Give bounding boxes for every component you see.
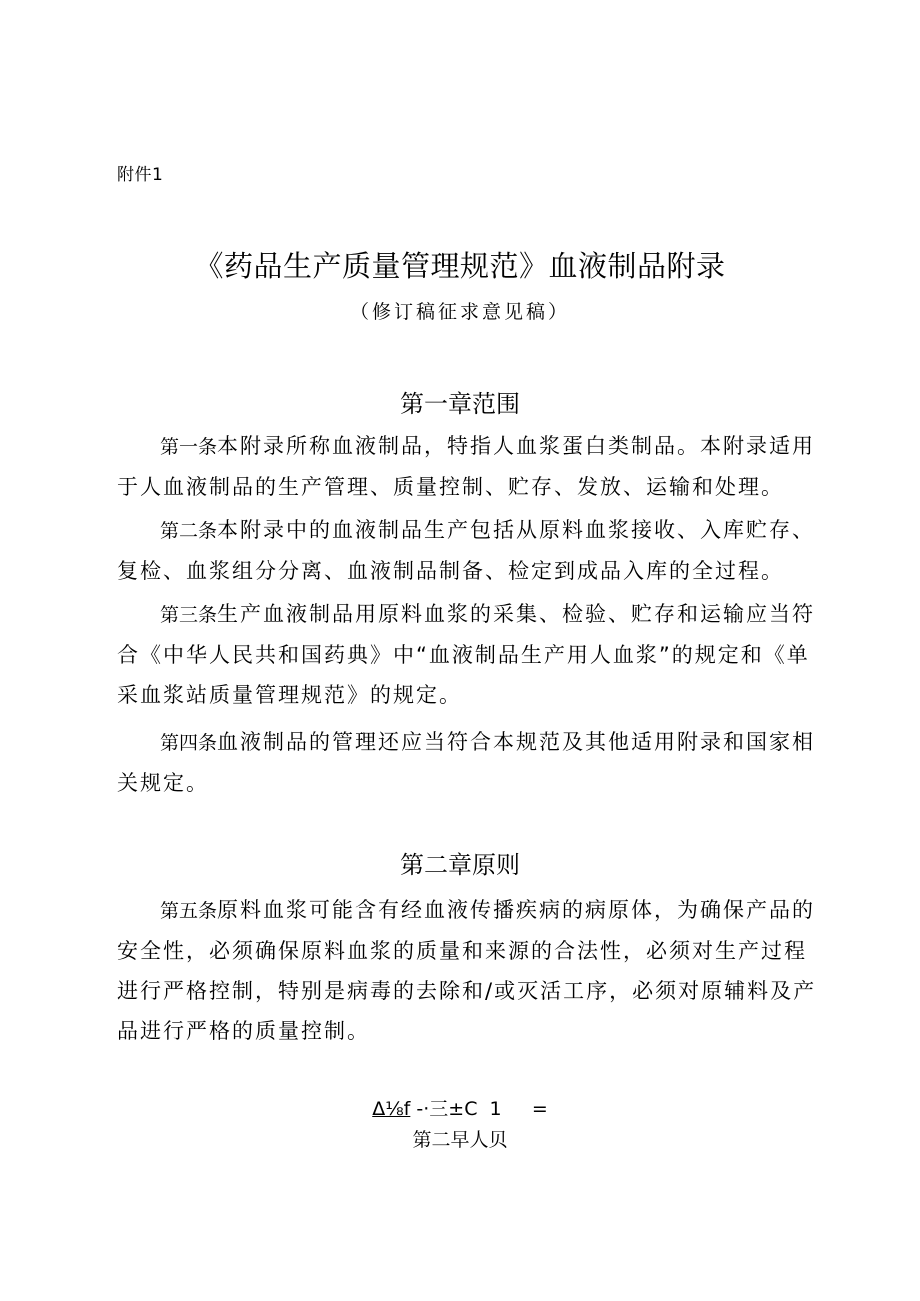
article-text: 原料血浆可能含有经血液传播疾病的病原体，为确保产品的安全性，必须确保原料血浆的质量和来源的合法性，必须对生产过程进行严格控制，特别是病毒的去除和/或灭活工序，必须对原辅料及产品进行严格的质量控制。 bbox=[117, 898, 817, 1043]
article-2 bbox=[117, 510, 823, 591]
article-4 bbox=[117, 722, 823, 803]
article-number: 第一条 bbox=[160, 436, 218, 458]
document-title: 《药品生产质量管理规范》血液制品附录 bbox=[194, 249, 726, 283]
document-subtitle: （修订稿征求意见稿） bbox=[349, 301, 570, 323]
article-number: 第三条 bbox=[160, 604, 218, 626]
article-text: 血液制品的管理还应当符合本规范及其他适用附录和国家相关规定。 bbox=[117, 730, 816, 795]
attachment-label: 附件1 bbox=[117, 165, 164, 185]
article-1 bbox=[117, 426, 823, 507]
garbled-footer-underlined: Δ⅛f bbox=[372, 1098, 411, 1120]
garbled-footer-rest: -·三±C 1 = bbox=[410, 1098, 548, 1120]
article-text: 本附录中的血液制品生产包括从原料血浆接收、入库贮存、复检、血浆组分分离、血液制品制备、检定到成品入库的全过程。 bbox=[117, 518, 816, 583]
article-text: 生产血液制品用原料血浆的采集、检验、贮存和运输应当符合《中华人民共和国药典》中“血液制品生产用人血浆”的规定和《单采血浆站质量管理规范》的规定。 bbox=[117, 602, 816, 707]
article-number: 第二条 bbox=[160, 520, 218, 542]
article-5 bbox=[117, 890, 823, 1051]
garbled-footer-line-2: 第二早人贝 bbox=[412, 1129, 508, 1151]
article-text: 本附录所称血液制品，特指人血浆蛋白类制品。本附录适用于人血液制品的生产管理、质量控制、贮存、发放、运输和处理。 bbox=[117, 434, 816, 499]
chapter-1-heading: 第一章范围 bbox=[400, 390, 520, 418]
chapter-2-heading: 第二章原则 bbox=[400, 851, 520, 879]
article-3 bbox=[117, 594, 823, 715]
article-number: 第五条 bbox=[160, 900, 218, 922]
garbled-footer-line-1 bbox=[0, 1096, 920, 1122]
article-number: 第四条 bbox=[160, 732, 218, 754]
